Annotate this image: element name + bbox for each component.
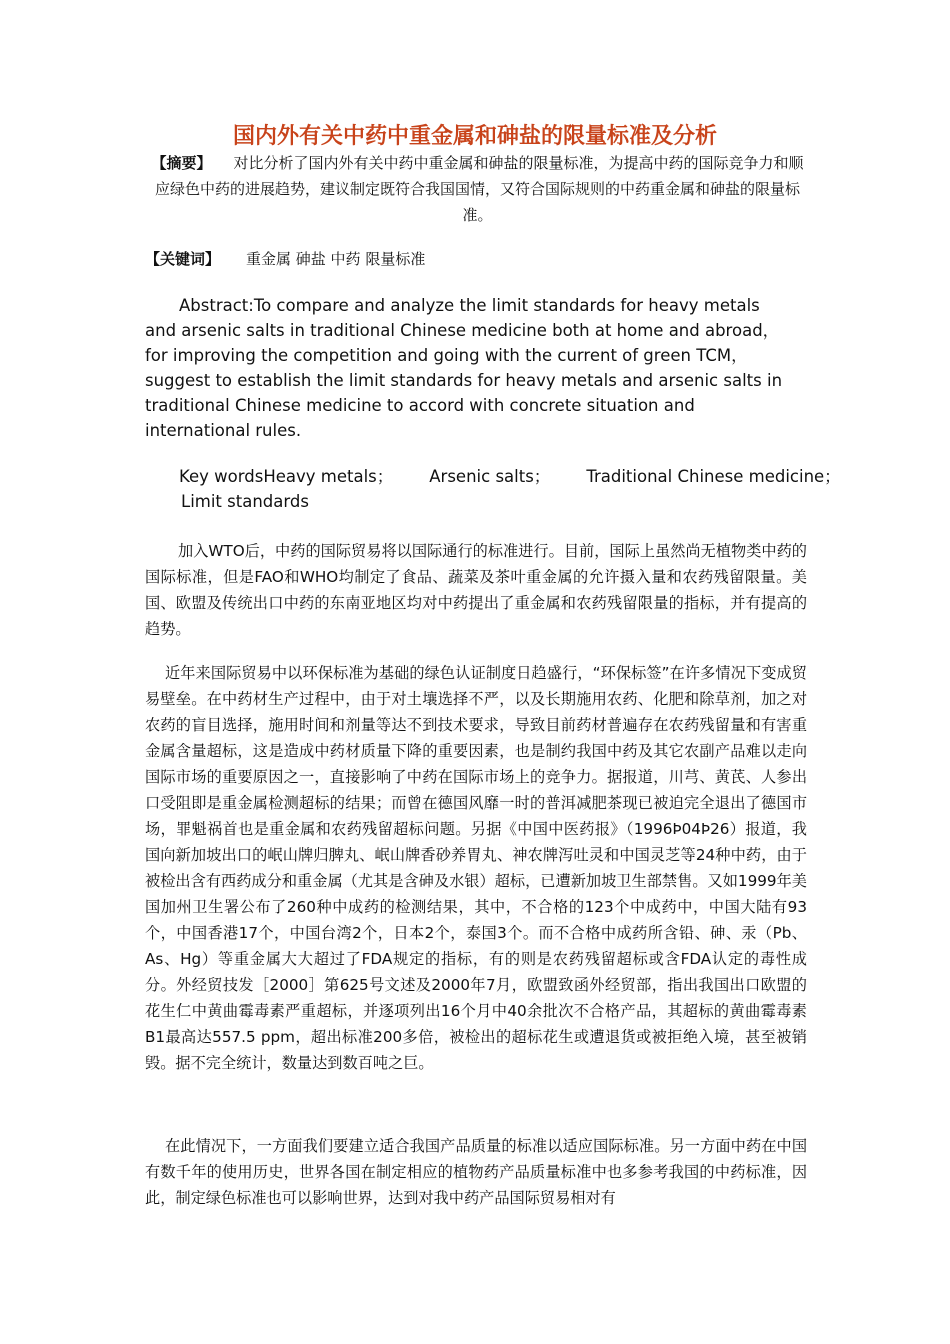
body-paragraph-2: 近年来国际贸易中以环保标准为基础的绿色认证制度日趋盛行，“环保标签”在许多情况下变成贸易壁垒。在中药材生产过程中，由于对土壤选择不严，以及长期施用农药、化肥和除草剂，加之对农药的盲目选择，施用时间和剂量等达不到技术要求，导致目前药材普遍存在农药残留量和有害重金属含量超标，这是造成中药材质量下降的重要因素，也是制约我国中药及其它农副产品难以走向国际市场的重要原因之一，直接影响了中药在国际市场上的竞争力。据报道，川芎、黄芪、人参出口受阻即是重金属检测超标的结果；而曾在德国风靡一时的普洱减肥茶现已被迫完全退出了德国市场，罪魁祸首也是重金属和农药残留超标问题。另据《中国中医药报》（1996Þ04Þ26）报道，我国向新加坡出口的岷山牌归脾丸、岷山牌香砂养胃丸、神农牌泻吐灵和中国灵芝等24种中药，由于被检出含有西药成分和重金属（尤其是含砷及水银）超标，已遭新加坡卫生部禁售。又如1999年美国加州卫生署公布了260种中成药的检测结果，其中，不合格的123个中成药中，中国大陆有93个，中国香港17个，中国台湾2个，日本2个，泰国3个。而不合格中成药所含铅、砷、汞（Pb、As、Hg）等重金属大大超过了FDA规定的指标，有的则是农药残留超标或含FDA认定的毒性成分。外经贸技发［2000］第625号文述及2000年7月，欧盟致函外经贸部，指出我国出口欧盟的花生仁中黄曲霉毒素严重超标，并逐项列出16个月中40余批次不合格产品，其超标的黄曲霉毒素B1最高达557.5 ppm，超出标准200多倍，被检出的超标花生或遭退货或被拒绝入境，甚至被销毁。据不完全统计，数量达到数百吨之巨。	[145, 664, 807, 1072]
english-keyword: Limit standards	[181, 492, 309, 511]
body-paragraph-1: 加入WTO后，中药的国际贸易将以国际通行的标准进行。目前，国际上虽然尚无植物类中药的国际标准，但是FAO和WHO均制定了食品、蔬菜及茶叶重金属的允许摄入量和农药残留限量。美国、欧盟及传统出口中药的东南亚地区均对中药提出了重金属和农药残留限量的指标，并有提高的趋势。	[145, 542, 807, 638]
abstract-label: 【摘要】	[151, 154, 212, 172]
english-keyword: Arsenic salts；	[429, 467, 551, 486]
english-keywords-label: Key words	[179, 467, 264, 486]
english-keyword: Traditional Chinese medicine；	[586, 467, 841, 486]
abstract-text: 对比分析了国内外有关中药中重金属和砷盐的限量标准，为提高中药的国际竞争力和顺应绿色中药的进展趋势，建议制定既符合我国国情，又符合国际规则的中药重金属和砷盐的限量标准。	[154, 154, 804, 224]
english-keyword: Heavy metals；	[263, 467, 394, 486]
english-keywords	[145, 464, 841, 514]
body-paragraph-3: 在此情况下，一方面我们要建立适合我国产品质量的标准以适应国际标准。另一方面中药在中国有数千年的使用历史，世界各国在制定相应的植物药产品质量标准中也多参考我国的中药标准，因此，制定绿色标准也可以影响世界，达到对我中药产品国际贸易相对有	[145, 1137, 807, 1207]
chinese-abstract	[145, 150, 810, 228]
document-title: 国内外有关中药中重金属和砷盐的限量标准及分析	[232, 124, 717, 149]
keywords-label: 【关键词】	[145, 250, 221, 268]
keywords-text: 重金属 砷盐 中药 限量标准	[246, 250, 426, 268]
chinese-keywords	[145, 246, 810, 272]
english-abstract: Abstract:To compare and analyze the limit standards for heavy metals and arsenic salts in traditional Chinese medicine both at home and abroad，for improving the competition and going with the current of green TCM，suggest to establish the limit standards for heavy metals and arsenic salts in traditional Chinese medicine to accord with concrete situation and international rules.	[145, 296, 783, 440]
